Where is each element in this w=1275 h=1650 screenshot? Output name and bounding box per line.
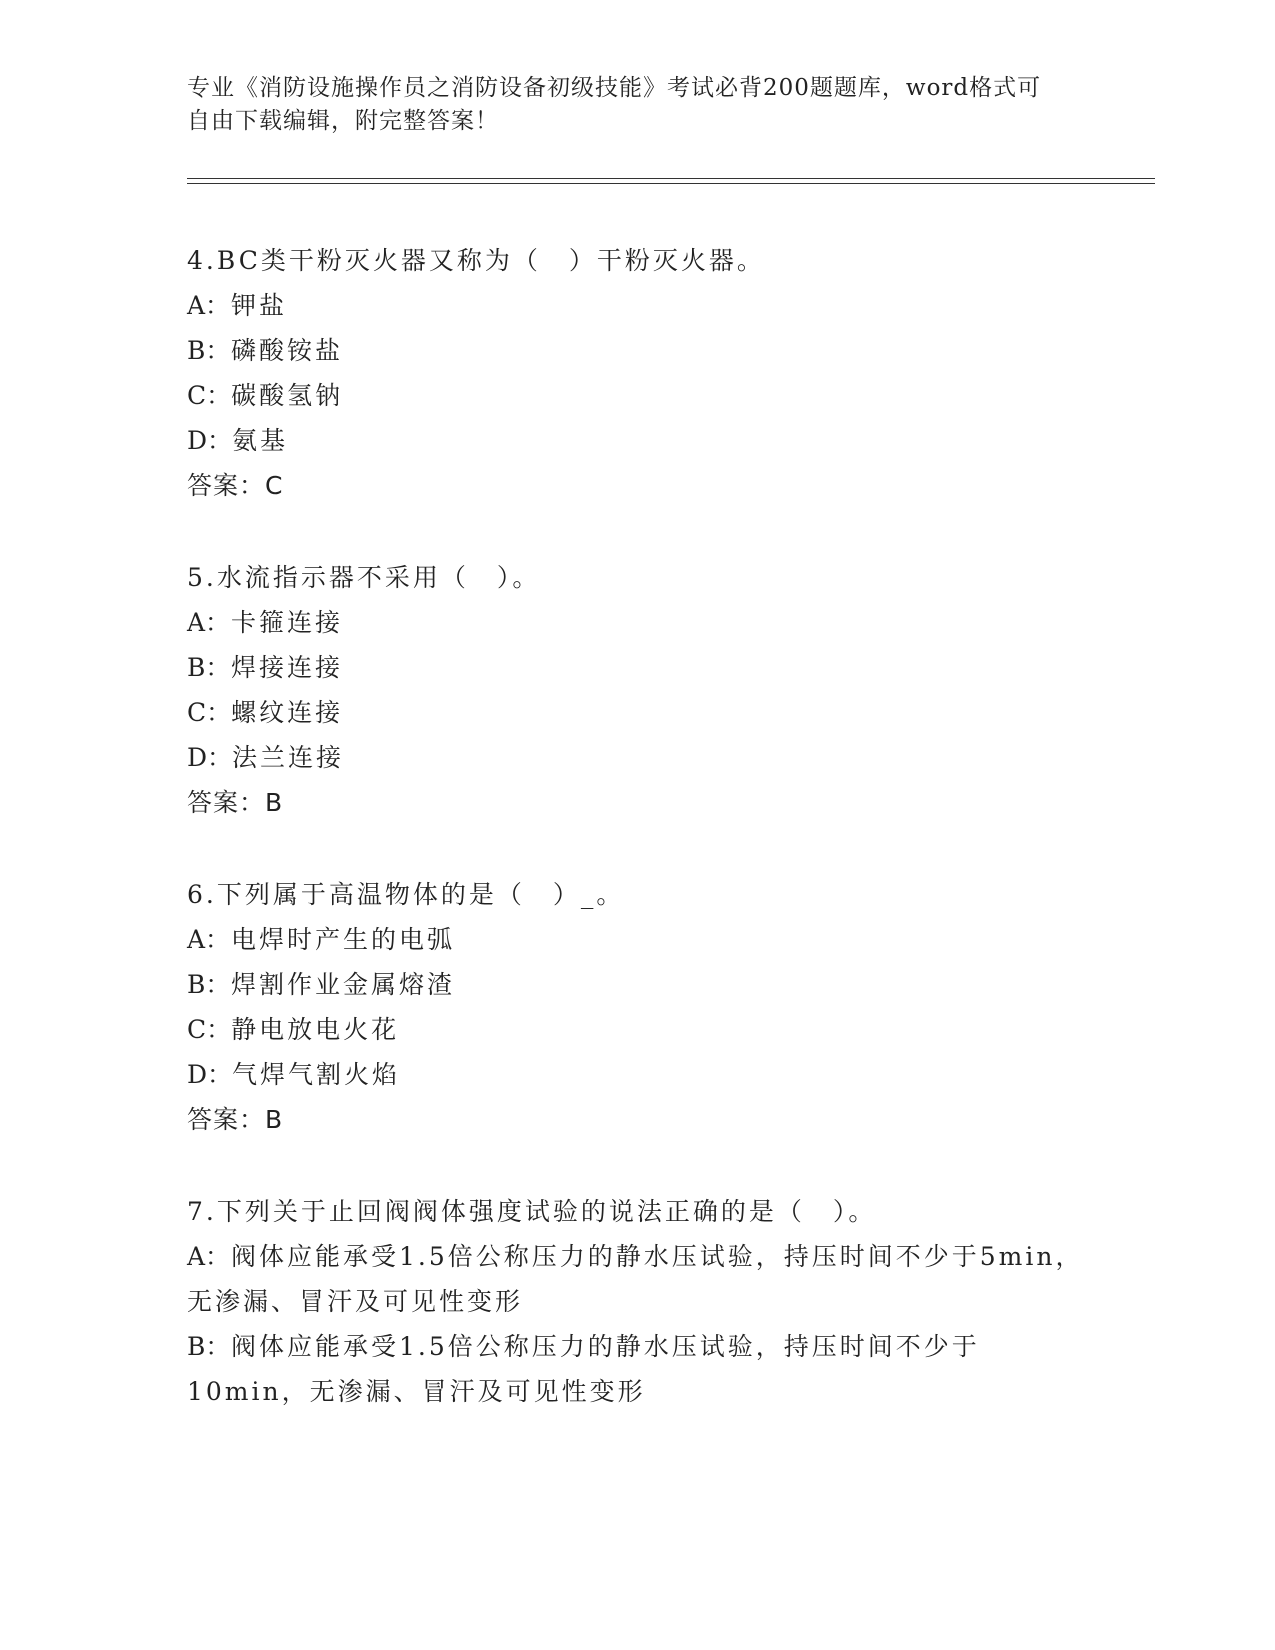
option-label: D： [187, 426, 233, 455]
question-4 [187, 238, 1087, 508]
question-5 [187, 555, 1087, 825]
option-a [187, 917, 1087, 962]
option-label: B： [187, 1332, 231, 1361]
option-b [187, 645, 1087, 690]
question-7 [187, 1189, 1087, 1414]
option-label: B： [187, 970, 231, 999]
option-c [187, 690, 1087, 735]
option-text: 静电放电火花 [231, 1015, 400, 1044]
option-label: A： [187, 608, 231, 637]
question-list [187, 238, 1087, 1461]
option-label: C： [187, 698, 232, 727]
option-text: 氨基 [232, 426, 289, 455]
header-line-2: 自由下载编辑，附完整答案！ [187, 108, 499, 134]
option-label: D： [187, 1060, 233, 1089]
option-a [187, 283, 1087, 328]
document-header [187, 72, 1087, 138]
option-text: 碳酸氢钠 [231, 381, 344, 410]
header-divider-bottom [187, 183, 1155, 184]
option-label: A： [187, 925, 231, 954]
option-b [187, 328, 1087, 373]
option-label: D： [187, 743, 233, 772]
question-6 [187, 872, 1087, 1142]
option-label: A： [187, 291, 231, 320]
option-a [187, 1234, 1087, 1324]
option-label: B： [187, 336, 231, 365]
answer-line: 答案：B [187, 788, 284, 817]
option-text: 气焊气割火焰 [232, 1060, 401, 1089]
option-label: B： [187, 653, 231, 682]
option-a [187, 600, 1087, 645]
option-label: C： [187, 381, 232, 410]
option-text: 钾盐 [231, 291, 288, 320]
answer-line: 答案：B [187, 1105, 284, 1134]
question-stem: 7.下列关于止回阀阀体强度试验的说法正确的是（ ）。 [187, 1197, 877, 1226]
option-text: 电焊时产生的电弧 [231, 925, 456, 954]
option-c [187, 373, 1087, 418]
option-d [187, 735, 1087, 780]
option-text: 焊割作业金属熔渣 [231, 970, 456, 999]
option-label: C： [187, 1015, 232, 1044]
option-text: 螺纹连接 [231, 698, 344, 727]
option-text: 阀体应能承受1.5倍公称压力的静水压试验，持压时间不少于10min，无渗漏、冒汗及可见性变形 [187, 1332, 980, 1406]
option-label: A： [187, 1242, 231, 1271]
question-stem: 4.BC类干粉灭火器又称为（ ）干粉灭火器。 [187, 246, 765, 275]
option-text: 阀体应能承受1.5倍公称压力的静水压试验，持压时间不少于5min，无渗漏、冒汗及可见性变形 [187, 1242, 1084, 1316]
option-text: 磷酸铵盐 [231, 336, 344, 365]
option-text: 卡箍连接 [231, 608, 344, 637]
option-b [187, 1324, 1087, 1414]
answer-line: 答案：C [187, 471, 284, 500]
option-d [187, 1052, 1087, 1097]
option-text: 焊接连接 [231, 653, 344, 682]
option-d [187, 418, 1087, 463]
option-c [187, 1007, 1087, 1052]
header-divider-top [187, 178, 1155, 179]
header-line-1: 专业《消防设施操作员之消防设备初级技能》考试必背200题题库，word格式可 [187, 75, 1042, 101]
option-text: 法兰连接 [232, 743, 345, 772]
question-stem: 5.水流指示器不采用（ ）。 [187, 563, 541, 592]
option-b [187, 962, 1087, 1007]
question-stem: 6.下列属于高温物体的是（ ）_。 [187, 880, 625, 909]
